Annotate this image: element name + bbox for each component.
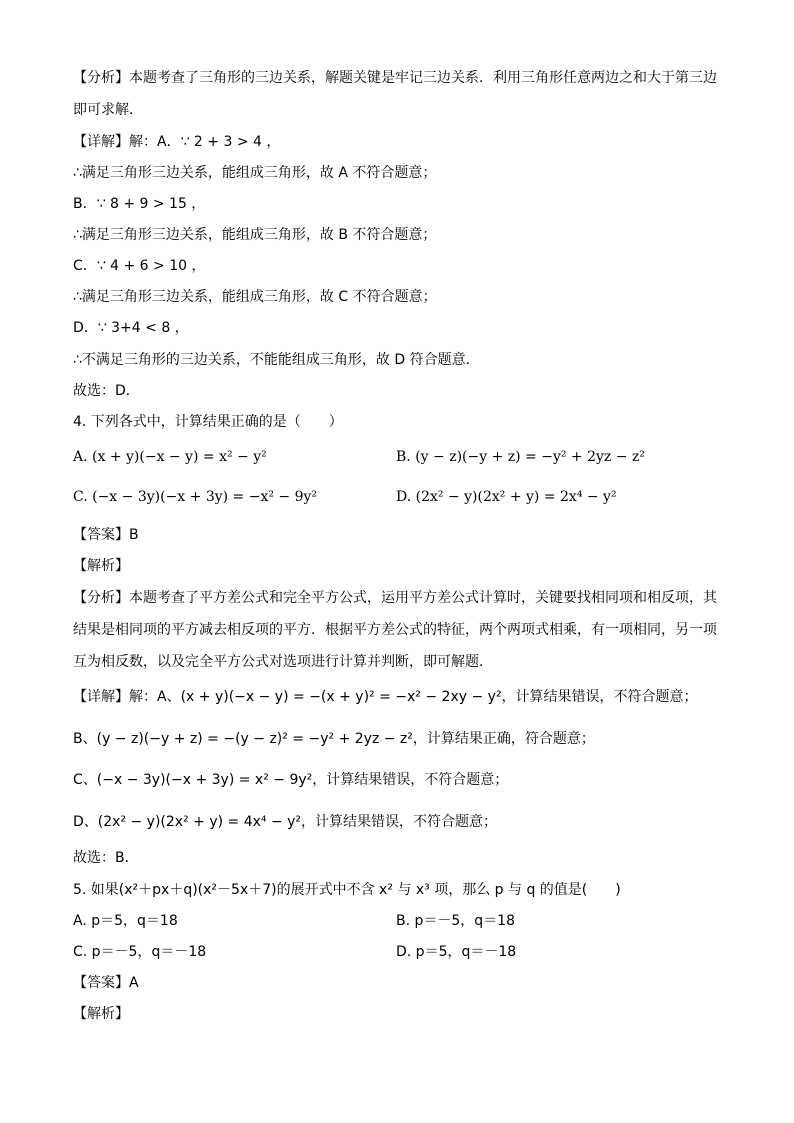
q4-detail-line: 【详解】解：A、(x + y)(−x − y) = −(x + y)² = −x² − 2xy − y²，计算结果错误，不符合题意；: [73, 689, 698, 705]
q4-option-b: B. (y − z)(−y + z) = −y² + 2yz − z²: [396, 449, 645, 465]
q5-option-c: C. p＝－5，q＝－18: [73, 944, 207, 960]
detail-q3-line: D．∵ 3+4 < 8 ，: [73, 320, 189, 336]
q4-option-c: C. (−x − 3y)(−x + 3y) = −x² − 9y²: [73, 489, 318, 505]
q4-detail-line: B、(y − z)(−y + z) = −(y − z)² = −y² + 2yz − z²，计算结果正确，符合题意；: [73, 731, 595, 747]
detail-q3-line: C．∵ 4 + 6 > 10 ，: [73, 258, 206, 274]
q4-stem: 4. 下列各式中，计算结果正确的是（ ）: [73, 414, 343, 430]
q4-analysis-line: 结果是相同项的平方减去相反项的平方．根据平方差公式的特征，两个两项式相乘，有一项相同，另一项: [73, 622, 717, 638]
analysis-q3-line1: 【分析】本题考查了三角形的三边关系，解题关键是牢记三边关系．利用三角形任意两边之和大于第三边: [73, 70, 717, 86]
q5-option-a: A. p＝5，q＝18: [73, 913, 178, 929]
q4-jiexi-label: 【解析】: [73, 558, 129, 574]
q5-option-b: B. p＝－5，q＝18: [396, 913, 515, 929]
detail-q3-line: ∴满足三角形三边关系，能组成三角形，故 B 不符合题意；: [73, 227, 437, 243]
detail-q3-line: ∴不满足三角形的三边关系，不能能组成三角形，故 D 符合题意．: [73, 352, 480, 368]
q5-stem: 5. 如果(x²＋px＋q)(x²－5x＋7)的展开式中不含 x² 与 x³ 项，那么 p 与 q 的值是( ): [73, 882, 621, 898]
q4-analysis-line: 【分析】本题考查了平方差公式和完全平方公式，运用平方差公式计算时，关键要找相同项和相反项，其: [73, 590, 717, 606]
q5-jiexi-label: 【解析】: [73, 1006, 129, 1022]
q4-answer: 【答案】B: [73, 527, 139, 543]
q5-option-d: D. p＝5，q＝－18: [396, 944, 517, 960]
detail-q3-line: 故选：D．: [73, 383, 140, 399]
q4-choice: 故选：B．: [73, 850, 139, 866]
detail-q3-line: ∴满足三角形三边关系，能组成三角形，故 C 不符合题意；: [73, 289, 437, 305]
detail-q3-line: B．∵ 8 + 9 > 15 ，: [73, 196, 206, 212]
detail-q3-line: ∴满足三角形三边关系，能组成三角形，故 A 不符合题意；: [73, 165, 437, 181]
q4-option-d: D. (2x² − y)(2x² + y) = 2x⁴ − y²: [396, 489, 617, 505]
detail-q3-line: 【详解】解：A．∵ 2 + 3 > 4 ，: [73, 134, 281, 150]
analysis-q3-line2: 即可求解．: [73, 102, 143, 118]
q5-answer: 【答案】A: [73, 975, 139, 991]
q4-analysis-line: 互为相反数，以及完全平方公式对选项进行计算并判断，即可解题．: [73, 654, 493, 670]
q4-detail-line: C、(−x − 3y)(−x + 3y) = x² − 9y²，计算结果错误，不符合题意；: [73, 772, 509, 788]
q4-option-a: A. (x + y)(−x − y) = x² − y²: [73, 449, 267, 465]
q4-detail-line: D、(2x² − y)(2x² + y) = 4x⁴ − y²，计算结果错误，不符合题意；: [73, 814, 498, 830]
